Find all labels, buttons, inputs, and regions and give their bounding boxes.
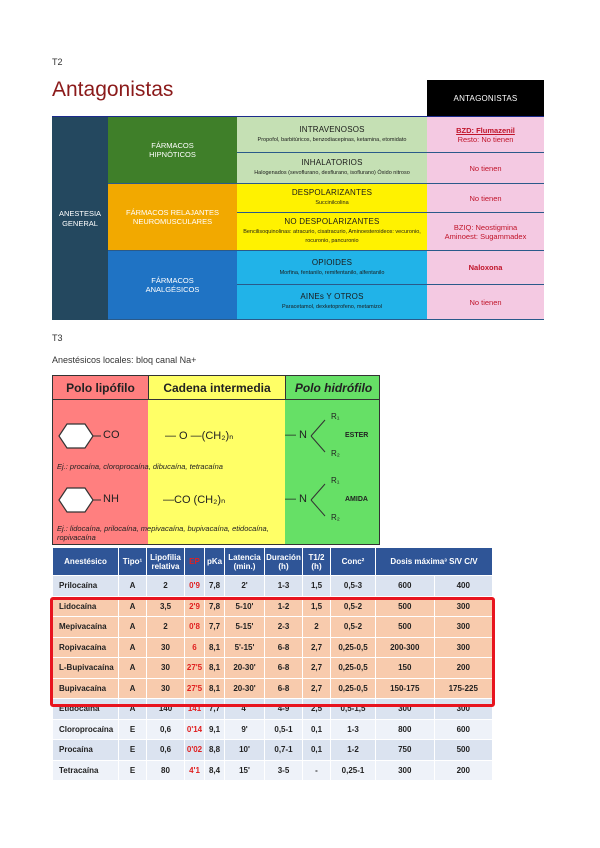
table-cell: 500 [434,740,493,761]
anesthetic-name: Mepivacaína [53,617,119,638]
table-cell: 5-15' [225,617,265,638]
table-cell: 6 [185,637,205,658]
anesthetic-name: Lidocaína [53,596,119,617]
table-cell: 200 [434,760,493,781]
anesthetic-name: Bupivacaína [53,678,119,699]
table-cell: A [119,637,147,658]
ester-chain: — O —(CH₂)ₙ [165,430,234,442]
table-cell: E [119,740,147,761]
table-cell: 0,5-1 [265,719,303,740]
table-cell: 20-30' [225,658,265,679]
table-cell: 750 [376,740,435,761]
ester-r1: R₁ [331,412,340,421]
table-cell: 0'14 [185,719,205,740]
table-cell: - [303,760,331,781]
table-cell: 0,5-3 [331,576,376,597]
table-cell: 7,7 [205,617,225,638]
table-cell: 0,5-2 [331,617,376,638]
category-relajantes: FÁRMACOS RELAJANTES NEUROMUSCULARES [108,184,237,251]
table-row [53,617,493,638]
table-cell: 9' [225,719,265,740]
ester-r2: R₂ [331,449,340,458]
antagonist-despolarizantes: No tienen [427,184,544,213]
table-cell: 0,6 [147,719,185,740]
table-cell: E [119,719,147,740]
table-cell: 0,25-0,5 [331,637,376,658]
table-cell: 2,5 [303,699,331,720]
table-cell: 200-300 [376,637,435,658]
table-cell: 300 [376,760,435,781]
table-cell: 1,5 [303,596,331,617]
table-cell: 27'5 [185,658,205,679]
table-cell: 500 [376,596,435,617]
table-cell: 8,1 [205,658,225,679]
table-row [53,760,493,781]
table-cell: 8,1 [205,637,225,658]
anesthetic-name: Prilocaína [53,576,119,597]
table-cell: 0'02 [185,740,205,761]
header-cadena: Cadena intermedia [148,376,285,400]
table-cell: 300 [376,699,435,720]
table-row [53,740,493,761]
amida-r1: R₁ [331,476,340,485]
anesthetic-name: Etidocaína [53,699,119,720]
table-cell: A [119,596,147,617]
table-cell: 27'5 [185,678,205,699]
group-label: ANESTESIA GENERAL [52,117,108,320]
table-row [53,719,493,740]
nh-group: NH [103,493,119,505]
anesthetic-name: Cloroprocaína [53,719,119,740]
table-cell: 0,25-0,5 [331,658,376,679]
table-cell: 20-30' [225,678,265,699]
table-cell: 0,1 [303,719,331,740]
table-row [53,576,493,597]
table-cell: A [119,658,147,679]
co-group: CO [103,429,120,441]
table-cell: A [119,699,147,720]
antagonist-opioides: Naloxona [427,251,544,285]
sub-aines: AINEs Y OTROS Paracetamol, dexketoprofeno, metamizol [237,285,427,320]
table-cell: 10' [225,740,265,761]
antagonists-title: Antagonistas [52,78,174,101]
section-t2: T2 [52,57,63,67]
table-cell: 8,1 [205,678,225,699]
table-cell: 600 [376,576,435,597]
anesthetic-name: Procaína [53,740,119,761]
category-hipnoticos: FÁRMACOS HIPNÓTICOS [108,117,237,184]
table-cell: 4' [225,699,265,720]
table-cell: 500 [376,617,435,638]
local-subtitle: Anestésicos locales: bloq canal Na+ [52,355,197,365]
table-cell: 300 [434,596,493,617]
table-cell: 2,7 [303,678,331,699]
table-cell: 0,25-0,5 [331,678,376,699]
table-row [53,658,493,679]
table-row [53,637,493,658]
anesthetic-name: Tetracaína [53,760,119,781]
section-t3: T3 [52,333,63,343]
antagonists-header: ANTAGONISTAS [427,80,544,116]
table-cell: 175-225 [434,678,493,699]
table-cell: 0,5-1,5 [331,699,376,720]
amida-examples: Ej.: lidocaína, prilocaína, mepivacaína, bupivacaína, etidocaína, ropivacaína [57,524,269,542]
ester-label: ESTER [345,432,369,439]
sub-despolarizantes: DESPOLARIZANTES Succinilcolina [237,184,427,213]
sub-inhalatorios: INHALATORIOS Halogenados (sevoflurano, desflurano, isoflurano) Óxido nitroso [237,153,427,184]
table-row [53,678,493,699]
table-cell: 7,8 [205,576,225,597]
table-cell: A [119,678,147,699]
table-cell: E [119,760,147,781]
table-cell: 6-8 [265,637,303,658]
table-cell: 9,1 [205,719,225,740]
table-cell: 2,7 [303,658,331,679]
anesthetic-name: L-Bupivacaína [53,658,119,679]
table-cell: 300 [434,617,493,638]
table-cell: 0,5-2 [331,596,376,617]
table-cell: 0'9 [185,576,205,597]
header-polo-lipofilo: Polo lipófilo [53,376,148,400]
table-cell: 2' [225,576,265,597]
table-cell: 4'1 [185,760,205,781]
table-cell: 1-2 [265,596,303,617]
sub-opioides: OPIOIDES Morfina, fentanilo, remifentanilo, alfentanilo [237,251,427,285]
sub-intravenosos: INTRAVENOSOS Propofol, barbitúricos, benzodiacepinas, ketamina, etomidato [237,117,427,153]
table-cell: 1,5 [303,576,331,597]
table-header: Anestésico Tipo¹ Lipofilia relativa EP pKa Latencia (min.) Duración (h) T1/2 (h) Conc² Dosis máxima³ S/V C/V [53,548,493,576]
antagonist-inhalatorios: No tienen [427,153,544,184]
table-cell: 30 [147,658,185,679]
table-cell: 0,1 [303,740,331,761]
antagonists-table [52,116,544,319]
table-cell: 2 [147,576,185,597]
antagonist-intravenosos: BZD: Flumazenil Resto: No tienen [427,117,544,153]
table-cell: 2 [303,617,331,638]
table-cell: 150-175 [376,678,435,699]
table-cell: 5'-15' [225,637,265,658]
table-cell: 7,7 [205,699,225,720]
table-cell: 2,7 [303,637,331,658]
table-cell: 2'9 [185,596,205,617]
table-cell: 30 [147,678,185,699]
table-cell: 2-3 [265,617,303,638]
table-cell: 200 [434,658,493,679]
ester-n: — N [285,429,307,441]
sub-no-despolarizantes: NO DESPOLARIZANTES Bencilisoquinolinas: atracurio, cisatracurio, Aminoesteroideos: vecuronio, rocuronio, pancuronio [237,213,427,251]
table-cell: 600 [434,719,493,740]
table-cell: 3,5 [147,596,185,617]
table-cell: 1-3 [265,576,303,597]
table-cell: 140 [147,699,185,720]
table-cell: 300 [434,637,493,658]
table-cell: 30 [147,637,185,658]
anesthetic-name: Ropivacaína [53,637,119,658]
table-cell: A [119,576,147,597]
amida-n: — N [285,493,307,505]
table-cell: 141 [185,699,205,720]
anesthetics-table [52,547,493,781]
table-cell: 3-5 [265,760,303,781]
header-polo-hidrofilo: Polo hidrófilo [285,376,380,400]
table-cell: 80 [147,760,185,781]
table-cell: 0,7-1 [265,740,303,761]
table-cell: A [119,617,147,638]
table-cell: 0'8 [185,617,205,638]
table-cell: 0,25-1 [331,760,376,781]
table-cell: 400 [434,576,493,597]
table-cell: 4-9 [265,699,303,720]
structure-diagram [52,375,380,545]
table-cell: 800 [376,719,435,740]
table-cell: 5-10' [225,596,265,617]
table-cell: 6-8 [265,658,303,679]
table-cell: 300 [434,699,493,720]
ester-examples: Ej.: procaína, cloroprocaína, dibucaína, tetracaína [57,462,223,471]
table-cell: 8,4 [205,760,225,781]
table-cell: 7,8 [205,596,225,617]
table-row [53,596,493,617]
category-analgesicos: FÁRMACOS ANALGÉSICOS [108,251,237,320]
amida-r2: R₂ [331,513,340,522]
table-cell: 0,6 [147,740,185,761]
table-cell: 15' [225,760,265,781]
table-cell: 150 [376,658,435,679]
table-cell: 1-3 [331,719,376,740]
table-cell: 6-8 [265,678,303,699]
table-cell: 2 [147,617,185,638]
table-cell: 1-2 [331,740,376,761]
antagonist-aines: No tienen [427,285,544,320]
antagonist-no-despolarizantes: BZIQ: Neostigmina Aminoest: Sugammadex [427,213,544,251]
table-cell: 8,8 [205,740,225,761]
amida-label: AMIDA [345,496,368,503]
amida-chain: —CO (CH₂)ₙ [163,494,226,506]
table-row [53,699,493,720]
